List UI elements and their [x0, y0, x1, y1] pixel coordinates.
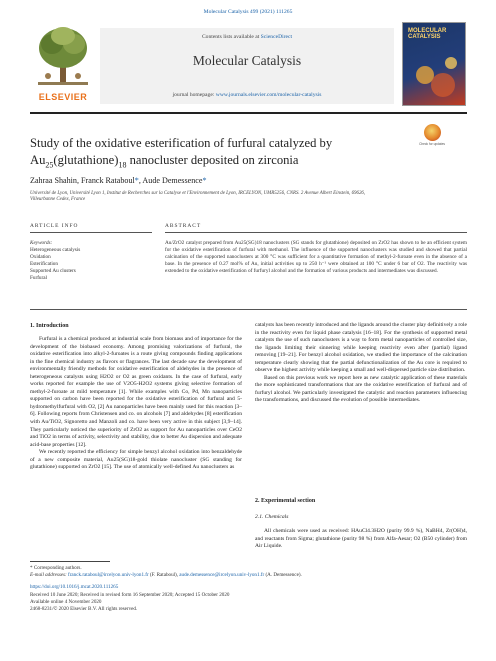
intro-paragraph-4: Based on this previous work we report here as new catalytic application of these materials the more sophisticated transformations that are the oxidative esterification of furfural and of furfuryl alcohol. We particularly investigated the catalytic and reaction parameters influencing the transformations, and discussed the evolution of possible intermediates.	[255, 374, 467, 404]
author-separator: ,	[76, 176, 82, 185]
email-owner: (A. Demessence).	[265, 572, 302, 578]
contents-line	[100, 34, 394, 40]
article-info-heading: ARTICLE INFO	[30, 223, 79, 229]
journal-cover-thumbnail[interactable]	[402, 22, 466, 106]
email-link[interactable]: aude.demessence@ircelyon.univ-lyon1.fr	[179, 572, 265, 578]
experimental-heading: 2. Experimental section	[255, 498, 316, 504]
abstract-heading: ABSTRACT	[165, 223, 202, 229]
abstract-bottom-rule	[30, 309, 467, 310]
doi-line	[30, 584, 467, 591]
article-info-rule	[30, 232, 152, 233]
corresponding-author-marker: *	[134, 176, 139, 185]
check-for-updates-button[interactable]	[418, 124, 446, 158]
intro-paragraph-3: catalysts has been recently introduced and the ligands around the cluster play definitively a role in the reactivity even for liquid phase catalysis [16–18]. For the synthesis of supported metal catalysts the use of such nanoclusters is a way to form metal nanoparticles of controlled size, the ligands limiting their sinnering while keeping reactivity even after (partial) ligand removing [19–21]. For benzyl alcohol oxidation, we studied the importance of the calcination temperature clearly showing that the partial defunctionalization of the Au core is required to observe the highest activity while keeping a small and well-dispersed particle size distribution.	[255, 322, 467, 374]
title-line-2: $Au_{25}(glutathione)_{18}$ nanocluster deposited on zirconia	[30, 153, 299, 170]
intro-paragraph-2: We recently reported the efficiency for simple benzyl alcohol oxidation into benzaldehyde of a new composite material, Au25(SG)18-gold thiolate nanocluster (SG standing for glutathione) supported on ZrO2 [15]. The use of atomically well-defined Au nanoclusters as	[30, 449, 242, 471]
sciencedirect-link[interactable]: ScienceDirect	[260, 34, 293, 40]
introduction-heading: 1. Introduction	[30, 323, 69, 329]
right-column	[255, 322, 467, 405]
keyword-item: Supported Au clusters	[30, 267, 76, 274]
abstract-text: Au/ZrO2 catalyst prepared from Au25(SG)18 nanoclusters (SG stands for glutathione) deposited on ZrO2 has shown to be an efficient system for the oxidative esterification of furfural with methanol. The influence of the supported nanoclusters was studied and showed that partial calcination of the supported nanoclusters at 300 °C was sufficient for a quantitative formation of methyl-2-furoate even in the absence of a base. In the presence of 0.27 mol% of Au, initial activities up to 250 h⁻¹ were obtained at 100 °C under 6 bar of O2. The reactivity was extended to the oxidative esterification of furfuryl alcohol and the formation of various products and intermediates was discussed.	[165, 240, 467, 275]
check-updates-label: Check for updates	[419, 142, 445, 146]
author-name[interactable]: Aude Demessence	[142, 176, 203, 185]
keywords-label: Keywords:	[30, 240, 53, 246]
copyright-notice: 2468-8231/© 2020 Elsevier B.V. All rights reserved.	[30, 606, 138, 612]
homepage-line	[100, 92, 394, 98]
email-owner: (F. Rataboul),	[149, 572, 178, 578]
homepage-prefix: journal homepage:	[172, 92, 215, 98]
journal-header	[30, 22, 467, 112]
doi-link[interactable]: https://doi.org/10.1016/j.mcat.2020.111265	[30, 584, 119, 590]
journal-reference[interactable]: Molecular Catalysis 499 (2021) 111265	[203, 9, 293, 15]
affiliation-line-1: Université de Lyon, Université Lyon 1, Institut de Recherches sur la Catalyse et l'Environnement de Lyon, IRCELYON, UMR5256, CNRS. 2 Avenue Albert Einstein, 69626,	[30, 191, 366, 196]
abstract-rule	[165, 232, 467, 233]
author-separator: ,	[138, 176, 143, 185]
keyword-item: Esterification	[30, 260, 58, 267]
corresponding-author-note: * Corresponding authors.	[30, 565, 82, 571]
keyword-item: Oxidation	[30, 253, 51, 260]
keyword-item: Heterogeneous catalysis	[30, 247, 81, 253]
affiliation	[30, 191, 467, 204]
cover-title: MOLECULAR CATALYSIS	[408, 28, 447, 41]
intro-paragraph-1: Furfural is a chemical produced at industrial scale from biomass and of importance for the development of the biobased economy. Among promising valorizations of furfural, the oxidative esterification into alkyl-2-furoates is a route giving compounds finding applications in the fine chemical industry as flavors or flagrances. The last decade saw the development of environmentally friendly methods for oxidative esterification of aldehydes in the presence of heterogeneous catalysts using H2O2 or O2 as green oxidants. In the case of furfural, early works reported for example the use of V2O5-H2O2 systems giving selective formation of methyl-2-furoate at mild temperature [1]. While examples with Co, Pd, Mn nanoparticles supported on carbon have been reported for the oxidative esterification of furfural and 5-hydromethylfurfural with O2, [2] Au nanoparticles have been mainly used for this reaction [3–6]. Following reports from Christensen and co. on alcohols [7] and aldehydes [8] esterification with Au/TiO2, Signoretto and Manzoli and co. have been very active in this subject [3,9–14]. They particularly noticed the superiority of ZrO2 as support for Au nanoparticles over CeO2 and TiO2 in terms of activity, selectivity and stability, due to better Au dispersion and adequate acid-base properties [12].	[30, 336, 242, 448]
email-label: E-mail addresses:	[30, 572, 67, 578]
journal-title[interactable]: Molecular Catalysis	[192, 53, 302, 68]
available-online-date: Available online 4 November 2020	[30, 599, 102, 605]
author-list	[30, 176, 206, 185]
chemicals-heading: 2.1. Chemicals	[255, 514, 289, 520]
journal-info-box	[100, 28, 394, 104]
affiliation-line-2: Villeurbanne Cedex, France	[30, 197, 86, 203]
contents-prefix: Contents lists available at	[201, 34, 260, 40]
email-link[interactable]: franck.rataboul@ircelyon.univ-lyon1.fr	[68, 572, 149, 578]
received-dates: Received 10 June 2020; Received in revised form 16 September 2020; Accepted 15 October 2020	[30, 592, 230, 598]
author-name[interactable]: Franck Rataboul	[81, 176, 135, 185]
homepage-link[interactable]: www.journals.elsevier.com/molecular-catalysis	[215, 92, 322, 98]
article-title	[30, 135, 390, 174]
keywords-list	[30, 247, 80, 282]
title-line-1: Study of the oxidative esterification of furfural catalyzed by	[30, 136, 333, 150]
author-name[interactable]: Zahraa Shahin	[30, 176, 77, 185]
email-footnote	[30, 572, 467, 579]
publisher-name: ELSEVIER	[38, 92, 88, 102]
cover-graphic-icon	[403, 23, 467, 107]
chemicals-paragraph-block	[255, 528, 467, 551]
footnote-rule	[30, 561, 110, 562]
header-divider	[30, 112, 467, 114]
chemicals-paragraph: All chemicals were used as received: HAuCl4.3H2O (purity 99.9 %), NaBH4, Zr(OH)4, and reactants from Sigma; glutathione (purity 98 %) from Alfa-Aesar; O2 (B50 cylinder) from Air Liquide.	[255, 528, 467, 550]
keyword-item: Furfural	[30, 274, 47, 281]
check-updates-icon	[424, 124, 441, 141]
left-column	[30, 336, 242, 472]
corresponding-author-marker: *	[202, 176, 207, 185]
